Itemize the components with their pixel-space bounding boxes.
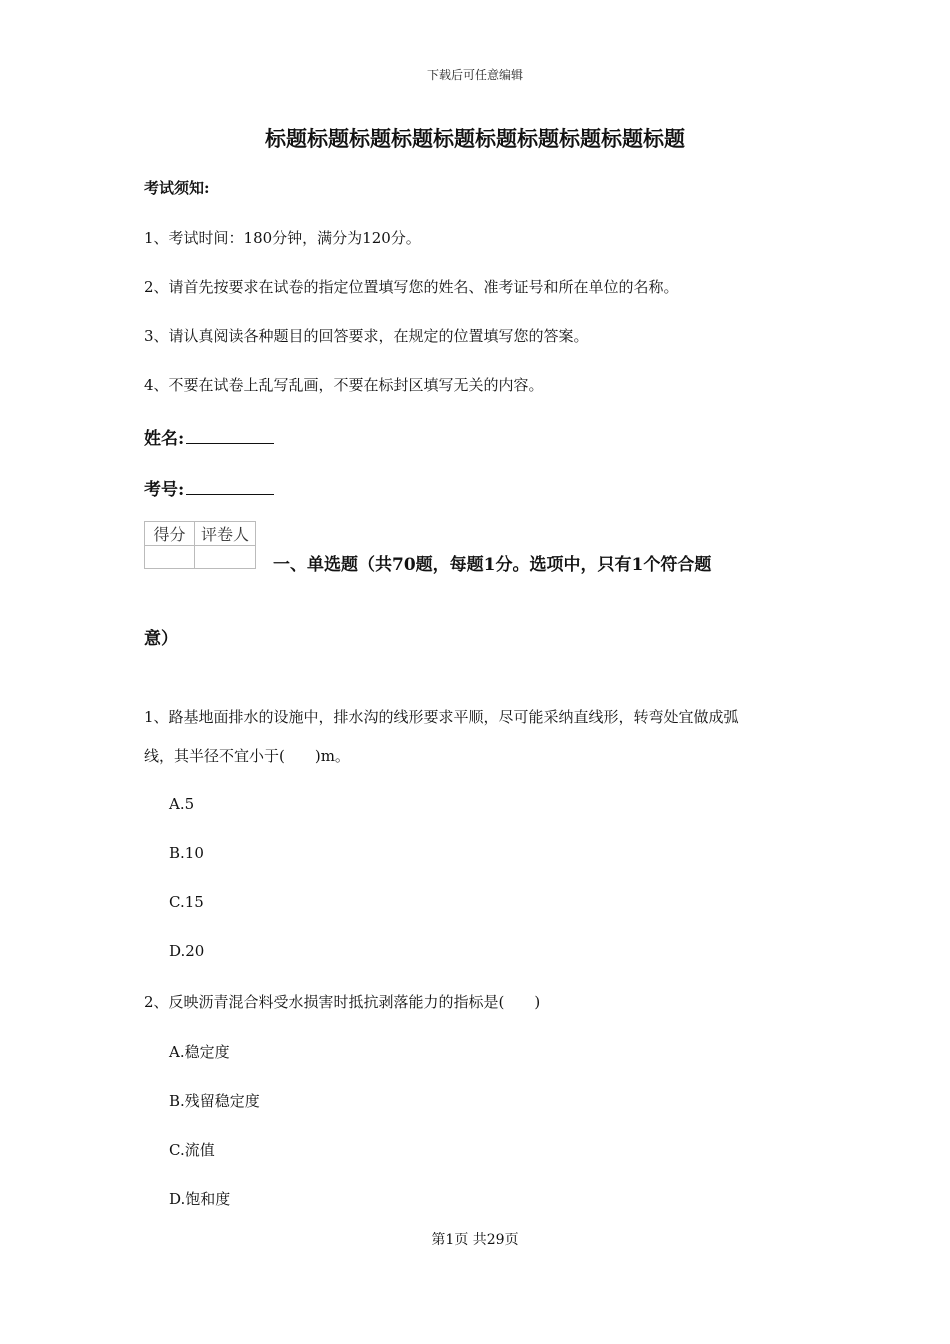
notice-item: 2、请首先按要求在试卷的指定位置填写您的姓名、准考证号和所在单位的名称。	[144, 278, 679, 296]
question-text: 1、路基地面排水的设施中，排水沟的线形要求平顺，尽可能采纳直线形，转弯处宜做成弧	[144, 708, 739, 726]
score-header: 得分	[145, 522, 195, 546]
option-b: B.10	[169, 844, 204, 862]
document-title: 标题标题标题标题标题标题标题标题标题标题	[265, 126, 685, 151]
option-d: D.20	[169, 942, 205, 960]
score-table	[144, 521, 256, 569]
option-c: C.流值	[169, 1141, 215, 1159]
exam-id-label: 考号:	[144, 480, 185, 500]
name-blank-line[interactable]	[186, 429, 274, 444]
grader-header: 评卷人	[195, 522, 256, 546]
notice-item: 3、请认真阅读各种题目的回答要求，在规定的位置填写您的答案。	[144, 327, 589, 345]
grader-cell[interactable]	[195, 546, 256, 569]
exam-id-blank-line[interactable]	[186, 480, 274, 495]
option-a: A.5	[169, 795, 195, 813]
notice-item: 1、考试时间：180分钟，满分为120分。	[144, 229, 421, 247]
header-note: 下载后可任意编辑	[426, 68, 523, 82]
notice-heading: 考试须知:	[144, 179, 210, 197]
option-d: D.饱和度	[169, 1190, 231, 1208]
page-footer: 第1页 共29页	[431, 1232, 519, 1248]
notice-item: 4、不要在试卷上乱写乱画，不要在标封区填写无关的内容。	[144, 376, 544, 394]
section-title-continued: 意）	[144, 629, 178, 649]
option-b: B.残留稳定度	[169, 1092, 260, 1110]
option-a: A.稳定度	[169, 1043, 230, 1061]
section-title: 一、单选题（共70题，每题1分。选项中，只有1个符合题	[273, 555, 712, 575]
question-text: 线，其半径不宜小于( )m。	[144, 747, 350, 765]
name-label: 姓名:	[144, 429, 185, 449]
exam-id-field	[144, 475, 274, 500]
question-text: 2、反映沥青混合料受水损害时抵抗剥落能力的指标是( )	[144, 993, 541, 1011]
score-cell[interactable]	[145, 546, 195, 569]
name-field	[144, 424, 274, 449]
option-c: C.15	[169, 893, 204, 911]
